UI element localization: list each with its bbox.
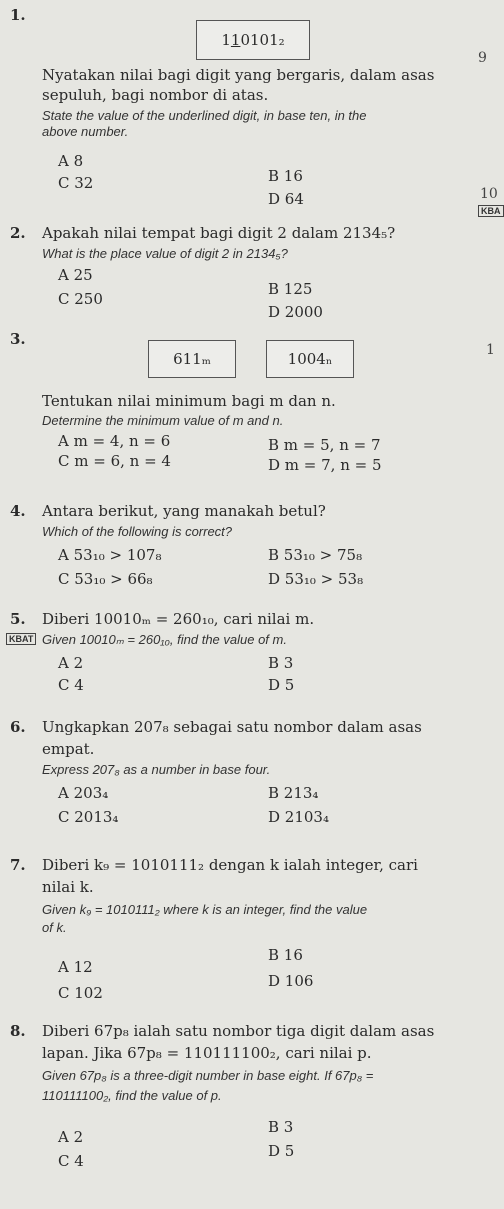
question-8-number: 8. bbox=[10, 1022, 26, 1040]
question-5-option-d[interactable]: D 5 bbox=[268, 676, 295, 694]
question-5-number: 5. bbox=[10, 610, 26, 628]
question-8-option-a[interactable]: A 2 bbox=[58, 1128, 84, 1146]
question-7-option-a[interactable]: A 12 bbox=[58, 958, 93, 976]
question-7-option-d[interactable]: D 106 bbox=[268, 972, 314, 990]
question-4-english: Which of the following is correct? bbox=[42, 524, 233, 539]
question-1-english-line-2: above number. bbox=[42, 124, 129, 139]
question-1-malay-line-2: sepuluh, bagi nombor di atas. bbox=[42, 86, 269, 104]
question-7-malay-line-1: Diberi k₉ = 1010111₂ dengan k ialah integer, cari bbox=[42, 856, 418, 874]
margin-page-number: 9 bbox=[478, 50, 487, 66]
question-8-option-d[interactable]: D 5 bbox=[268, 1142, 295, 1160]
question-6-malay-line-2: empat. bbox=[42, 740, 95, 758]
question-5-option-a[interactable]: A 2 bbox=[58, 654, 84, 672]
kbat-tag: KBAT bbox=[6, 633, 36, 645]
question-4-malay: Antara berikut, yang manakah betul? bbox=[42, 502, 326, 520]
margin-number-10: 10 bbox=[480, 186, 498, 202]
question-3-option-d[interactable]: D m = 7, n = 5 bbox=[268, 456, 382, 474]
question-1-option-c[interactable]: C 32 bbox=[58, 174, 94, 192]
question-2-malay: Apakah nilai tempat bagi digit 2 dalam 2134₅? bbox=[42, 224, 396, 242]
question-3-option-a[interactable]: A m = 4, n = 6 bbox=[58, 432, 171, 450]
question-6-malay-line-1: Ungkapkan 207₈ sebagai satu nombor dalam asas bbox=[42, 718, 422, 736]
question-5-malay: Diberi 10010ₘ = 260₁₀, cari nilai m. bbox=[42, 610, 315, 628]
question-2-option-d[interactable]: D 2000 bbox=[268, 303, 323, 321]
question-3-box-m: 611ₘ bbox=[148, 340, 236, 378]
question-2-option-c[interactable]: C 250 bbox=[58, 290, 103, 308]
question-4-option-c[interactable]: C 53₁₀ > 66₈ bbox=[58, 570, 153, 588]
question-7-malay-line-2: nilai k. bbox=[42, 878, 94, 896]
question-1-option-d[interactable]: D 64 bbox=[268, 190, 304, 208]
question-5-english: Given 10010ₘ = 260₁₀, find the value of m. bbox=[42, 632, 287, 647]
question-5-option-c[interactable]: C 4 bbox=[58, 676, 84, 694]
question-3-option-b[interactable]: B m = 5, n = 7 bbox=[268, 436, 381, 454]
question-6-number: 6. bbox=[10, 718, 26, 736]
question-3-malay: Tentukan nilai minimum bagi m dan n. bbox=[42, 392, 336, 410]
margin-kba-tag: KBA bbox=[478, 205, 504, 217]
question-2-english: What is the place value of digit 2 in 2134₅? bbox=[42, 246, 288, 261]
question-8-malay-line-2: lapan. Jika 67p₈ = 110111100₂, cari nilai p. bbox=[42, 1044, 372, 1062]
question-7-option-b[interactable]: B 16 bbox=[268, 946, 303, 964]
question-3-option-c[interactable]: C m = 6, n = 4 bbox=[58, 452, 171, 470]
question-7-number: 7. bbox=[10, 856, 26, 874]
question-6-english: Express 207₈ as a number in base four. bbox=[42, 762, 271, 777]
question-8-english-line-2: 110111100₂, find the value of p. bbox=[42, 1088, 222, 1103]
question-6-option-d[interactable]: D 2103₄ bbox=[268, 808, 329, 826]
question-7-english-line-2: of k. bbox=[42, 920, 67, 935]
question-1-number: 1. bbox=[10, 6, 26, 24]
question-1-number-box: 110101₂ bbox=[196, 20, 310, 60]
question-3-box-n: 1004ₙ bbox=[266, 340, 354, 378]
question-8-option-b[interactable]: B 3 bbox=[268, 1118, 294, 1136]
question-7-option-c[interactable]: C 102 bbox=[58, 984, 103, 1002]
question-6-option-a[interactable]: A 203₄ bbox=[58, 784, 109, 802]
question-4-option-b[interactable]: B 53₁₀ > 75₈ bbox=[268, 546, 363, 564]
question-6-option-c[interactable]: C 2013₄ bbox=[58, 808, 119, 826]
question-6-option-b[interactable]: B 213₄ bbox=[268, 784, 319, 802]
question-4-option-a[interactable]: A 53₁₀ > 107₈ bbox=[58, 546, 162, 564]
question-2-number: 2. bbox=[10, 224, 26, 242]
question-1-english-line-1: State the value of the underlined digit, in base ten, in the bbox=[42, 108, 367, 123]
question-5-option-b[interactable]: B 3 bbox=[268, 654, 294, 672]
question-3-english: Determine the minimum value of m and n. bbox=[42, 413, 284, 428]
question-8-english-line-1: Given 67p₈ is a three-digit number in base eight. If 67p₈ = bbox=[42, 1068, 374, 1083]
question-4-number: 4. bbox=[10, 502, 26, 520]
question-8-malay-line-1: Diberi 67p₈ ialah satu nombor tiga digit dalam asas bbox=[42, 1022, 435, 1040]
question-1-option-b[interactable]: B 16 bbox=[268, 167, 303, 185]
question-2-option-b[interactable]: B 125 bbox=[268, 280, 313, 298]
margin-number-1: 1 bbox=[486, 342, 495, 358]
question-1-malay-line-1: Nyatakan nilai bagi digit yang bergaris, dalam asas bbox=[42, 66, 435, 84]
question-1-option-a[interactable]: A 8 bbox=[58, 152, 84, 170]
question-2-option-a[interactable]: A 25 bbox=[58, 266, 93, 284]
question-7-english-line-1: Given k₉ = 1010111₂ where k is an integer, find the value bbox=[42, 902, 368, 917]
question-3-number: 3. bbox=[10, 330, 26, 348]
question-4-option-d[interactable]: D 53₁₀ > 53₈ bbox=[268, 570, 364, 588]
question-8-option-c[interactable]: C 4 bbox=[58, 1152, 84, 1170]
